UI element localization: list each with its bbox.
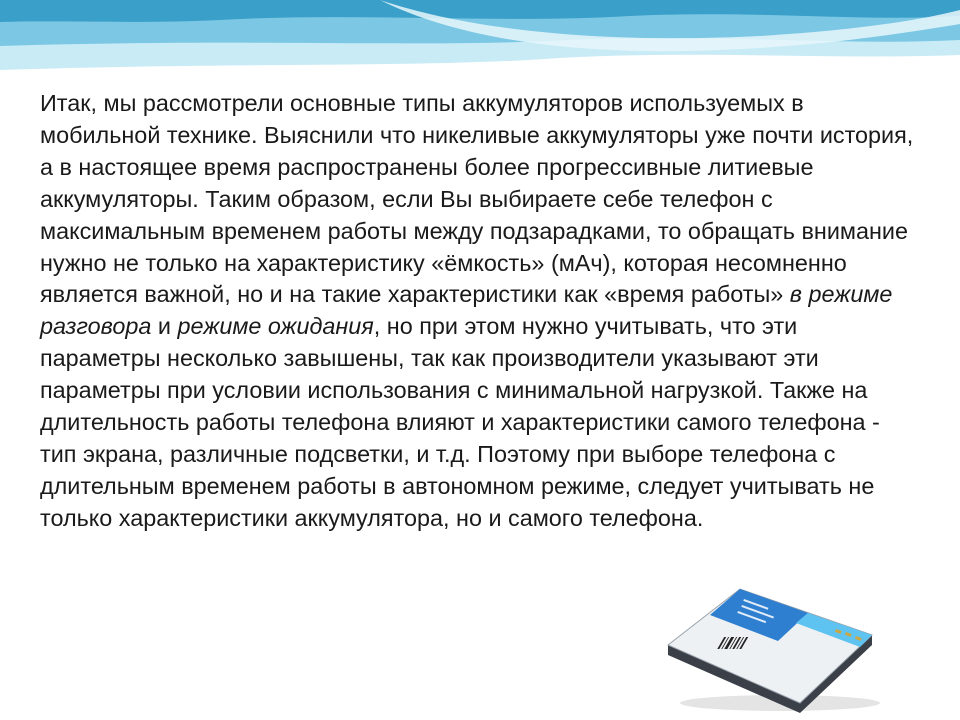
paragraph-text-2: и [157, 313, 171, 340]
paragraph-text-1: Итак, мы рассмотрели основные типы аккумуляторов используемых в мобильной технике. Выяснили что никеливые аккумуляторы уже почти история, а в настоящее время распространены более прогрессивные литиевые аккумуляторы. Таким образом, если Вы выбираете себе телефон с максимальным временем работы между подзарадками, то обращать внимание нужно не только на характеристику «ёмкость» (мАч), которая несомненно является важной, но и на такие характеристики как «время работы» [40, 90, 914, 308]
paragraph-italic-1: в режиме разговора [40, 281, 893, 340]
phone-battery-image [660, 575, 890, 715]
paragraph-italic-2: режиме ожидания [177, 313, 374, 340]
body-paragraph [40, 88, 920, 535]
paragraph-text-3: , но при этом нужно учитывать, что эти параметры несколько завышены, так как производители указывают эти параметры при условии использования с минимальной нагрузкой. Также на длительность работы телефона влияют и характеристики самого телефона - тип экрана, различные подсветки, и т.д. Поэтому при выборе телефона с длительным временем работы в автономном режиме, следует учитывать не только характеристики аккумулятора, но и самого телефона. [40, 313, 880, 531]
